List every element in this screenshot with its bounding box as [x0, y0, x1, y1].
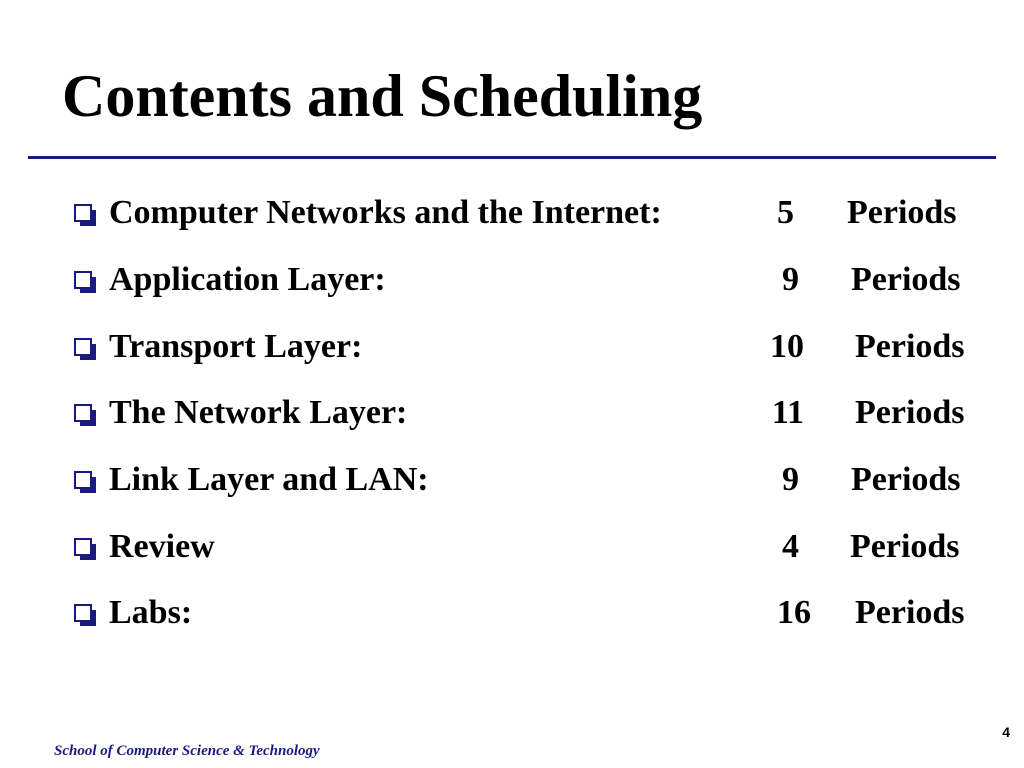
square-bullet-icon [74, 271, 92, 289]
period-unit: Periods [855, 594, 965, 631]
period-unit: Periods [855, 394, 965, 431]
period-unit: Periods [851, 261, 961, 298]
list-item [74, 527, 1004, 567]
slide-title: Contents and Scheduling [62, 63, 703, 129]
list-item [74, 393, 1004, 433]
list-item [74, 460, 1004, 500]
list-item [74, 260, 1004, 300]
topic-label: Computer Networks and the Internet: [109, 194, 662, 231]
square-bullet-icon [74, 404, 92, 422]
period-count: 4 [782, 528, 799, 565]
period-unit: Periods [855, 328, 965, 365]
topic-label: Review [109, 528, 215, 565]
period-count: 5 [777, 194, 794, 231]
period-unit: Periods [851, 461, 961, 498]
period-unit: Periods [847, 194, 957, 231]
topic-label: Application Layer: [109, 261, 386, 298]
square-bullet-icon [74, 538, 92, 556]
square-bullet-icon [74, 604, 92, 622]
period-count: 9 [782, 461, 799, 498]
topic-label: Labs: [109, 594, 193, 631]
square-bullet-icon [74, 204, 92, 222]
page-number: 4 [1002, 724, 1010, 740]
list-item [74, 193, 1004, 233]
period-count: 11 [771, 394, 804, 431]
topic-label: Transport Layer: [109, 328, 363, 365]
period-count: 9 [782, 261, 799, 298]
list-item [74, 593, 1004, 633]
period-count: 10 [770, 328, 804, 365]
square-bullet-icon [74, 471, 92, 489]
list-item [74, 327, 1004, 367]
footer-institution: School of Computer Science & Technology [54, 743, 320, 759]
topic-label: The Network Layer: [109, 394, 408, 431]
period-unit: Periods [850, 528, 960, 565]
topic-label: Link Layer and LAN: [109, 461, 429, 498]
title-divider [28, 156, 996, 159]
square-bullet-icon [74, 338, 92, 356]
period-count: 16 [777, 594, 811, 631]
